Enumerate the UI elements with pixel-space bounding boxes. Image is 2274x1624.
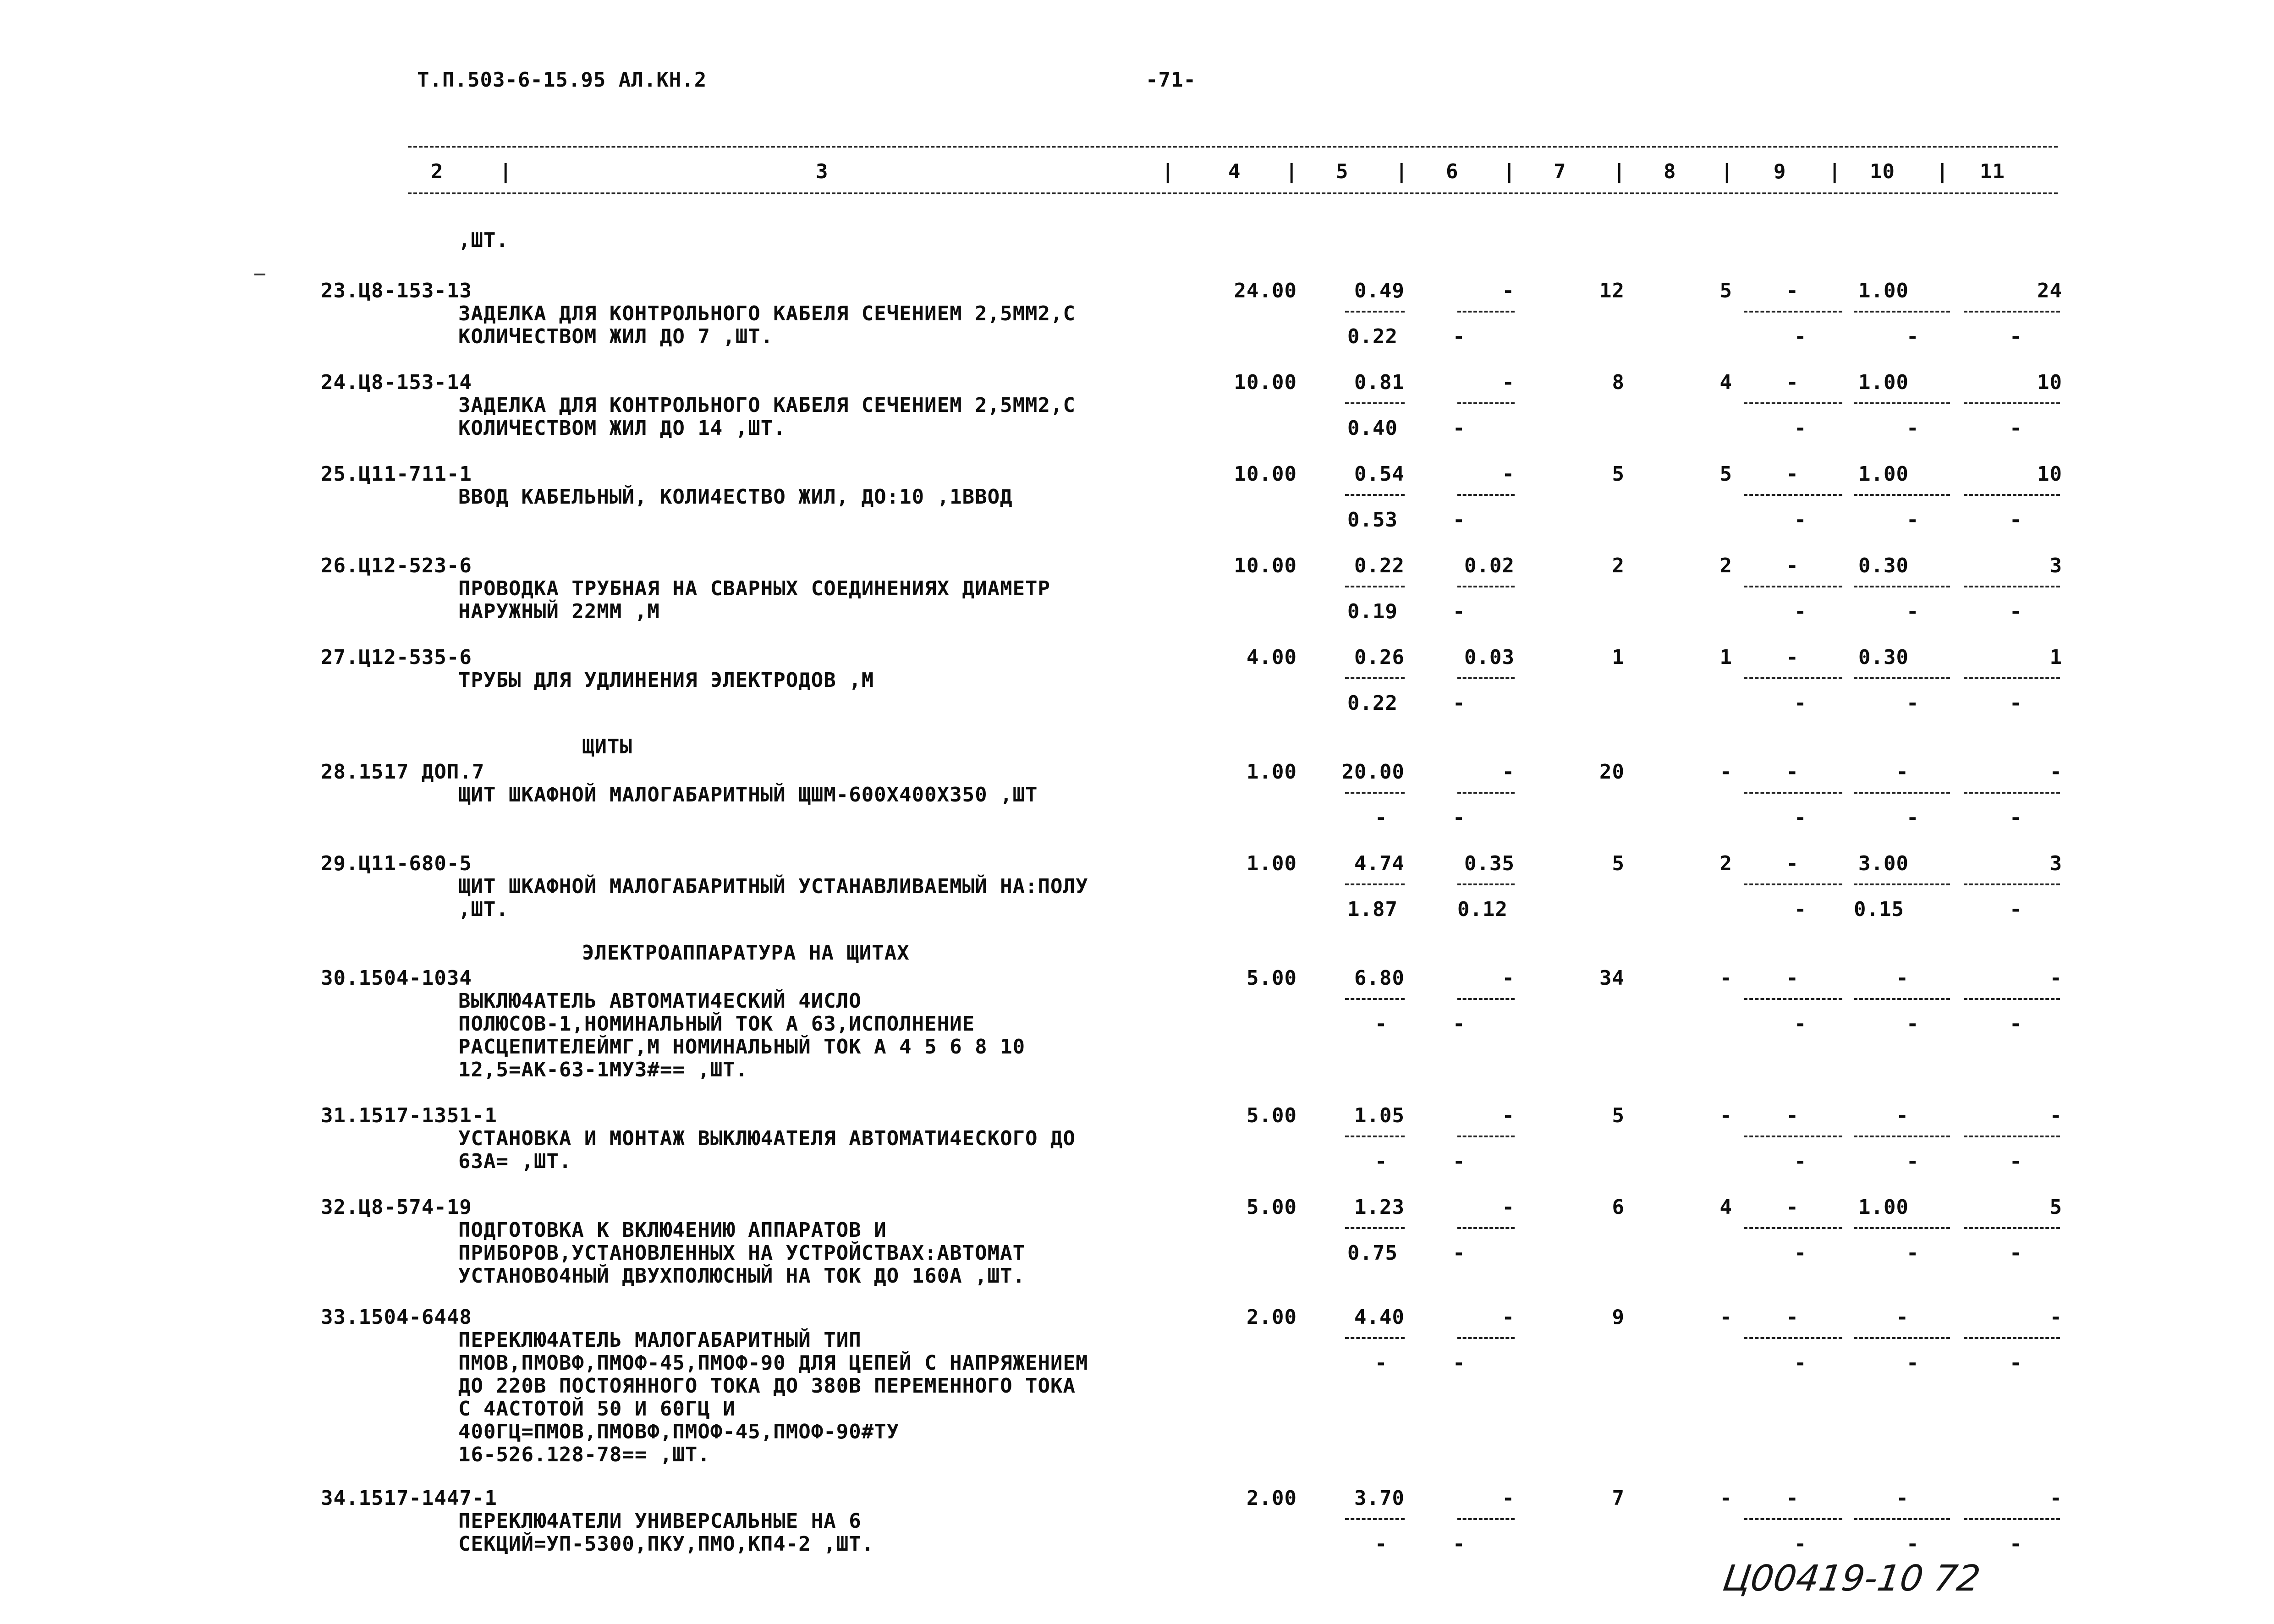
cell-c8: - xyxy=(1719,1104,1732,1127)
cell-c10: - xyxy=(1896,966,1909,990)
cell-divider xyxy=(1964,1136,2060,1137)
cell-c9b: - xyxy=(1794,417,1807,440)
row-description-line: ДО 220В ПОСТОЯННОГО ТОКА ДО 380В ПЕРЕМЕННОГО ТОКА xyxy=(458,1374,1076,1398)
cell-c9b: - xyxy=(1794,1351,1807,1375)
cell-divider xyxy=(1744,883,1842,885)
cell-c5b: - xyxy=(1375,1351,1388,1375)
cell-c6: - xyxy=(1502,371,1515,394)
cell-c8: 4 xyxy=(1719,371,1732,394)
cell-divider xyxy=(1964,402,2060,404)
cell-c7: 34 xyxy=(1599,966,1625,990)
cell-divider xyxy=(1345,1227,1405,1229)
cell-c11b: - xyxy=(2010,600,2022,623)
cell-c11b: - xyxy=(2010,417,2022,440)
row-description-line: 12,5=АК-63-1МУЗ#== ,ШТ. xyxy=(458,1058,748,1081)
cell-c5: 4.40 xyxy=(1354,1306,1405,1329)
cell-c10: 0.30 xyxy=(1858,646,1909,669)
cell-divider xyxy=(1345,1136,1405,1137)
cell-divider xyxy=(1854,494,1950,496)
cell-c10b: - xyxy=(1906,1012,1919,1036)
cell-c6b: - xyxy=(1453,806,1466,829)
section-heading-apparatus: ЭЛЕКТРОАППАРАТУРА НА ЩИТАХ xyxy=(582,941,910,965)
cell-divider xyxy=(1964,494,2060,496)
cell-c11b: - xyxy=(2010,508,2022,532)
cell-c7: 8 xyxy=(1612,371,1625,394)
cell-c7: 7 xyxy=(1612,1487,1625,1510)
cell-c10: - xyxy=(1896,1104,1909,1127)
cell-c11: - xyxy=(2049,1104,2062,1127)
cell-divider xyxy=(1744,1136,1842,1137)
cell-divider xyxy=(1964,677,2060,679)
cell-c4: 1.00 xyxy=(1247,760,1297,784)
column-header: 5 xyxy=(1336,160,1349,183)
cell-c11: 5 xyxy=(2049,1196,2062,1219)
row-description-line: ПРОВОДКА ТРУБНАЯ НА СВАРНЫХ СОЕДИНЕНИЯХ ДИАМЕТР xyxy=(458,577,1051,600)
cell-c6b: - xyxy=(1453,600,1466,623)
cell-c7: 12 xyxy=(1599,279,1625,302)
cell-c7: 5 xyxy=(1612,852,1625,875)
cell-c11: 10 xyxy=(2037,462,2062,486)
row-code: 30.1504-1034 xyxy=(321,966,472,990)
cell-divider xyxy=(1457,494,1515,496)
cell-c5b: - xyxy=(1375,1532,1388,1556)
cell-c10b: - xyxy=(1906,1150,1919,1173)
cell-c5b: 1.87 xyxy=(1347,898,1398,921)
cell-c9: - xyxy=(1786,760,1799,784)
row-code: 24.Ц8-153-14 xyxy=(321,371,472,394)
cell-c8: 1 xyxy=(1719,646,1732,669)
document-reference: Т.П.503-6-15.95 АЛ.КН.2 xyxy=(417,68,707,92)
column-header: 2 xyxy=(431,160,444,183)
cell-c11b: - xyxy=(2010,1532,2022,1556)
cell-c8: - xyxy=(1719,1306,1732,1329)
cell-c5b: 0.75 xyxy=(1347,1241,1398,1265)
row-description-line: ПРИБОРОВ,УСТАНОВЛЕННЫХ НА УСТРОЙСТВАХ:АВТОМАТ xyxy=(458,1241,1026,1265)
row-description-line: ЗАДЕЛКА ДЛЯ КОНТРОЛЬНОГО КАБЕЛЯ СЕЧЕНИЕМ 2,5ММ2,С xyxy=(458,302,1076,325)
row-code: 34.1517-1447-1 xyxy=(321,1487,497,1510)
cell-divider xyxy=(1854,1227,1950,1229)
cell-c9b: - xyxy=(1794,1150,1807,1173)
cell-c5: 4.74 xyxy=(1354,852,1405,875)
cell-c6: - xyxy=(1502,462,1515,486)
cell-c6: - xyxy=(1502,1104,1515,1127)
cell-c6: 0.35 xyxy=(1464,852,1515,875)
column-header: 6 xyxy=(1446,160,1459,183)
cell-divider xyxy=(1457,792,1515,794)
cell-c11: 3 xyxy=(2049,554,2062,577)
cell-c8: 2 xyxy=(1719,554,1732,577)
column-separator: | xyxy=(1395,160,1408,183)
cell-c6: 0.02 xyxy=(1464,554,1515,577)
cell-c6b: - xyxy=(1453,325,1466,348)
cell-c9: - xyxy=(1786,1487,1799,1510)
cell-c8: - xyxy=(1719,1487,1732,1510)
cell-c6b: - xyxy=(1453,1012,1466,1036)
cell-divider xyxy=(1854,998,1950,1000)
cell-c9b: - xyxy=(1794,691,1807,715)
cell-c6b: - xyxy=(1453,1150,1466,1173)
cell-c6: - xyxy=(1502,1306,1515,1329)
cell-c11b: - xyxy=(2010,806,2022,829)
cell-c6b: - xyxy=(1453,1351,1466,1375)
cell-divider xyxy=(1964,311,2060,313)
cell-divider xyxy=(1744,792,1842,794)
row-code: 25.Ц11-711-1 xyxy=(321,462,472,486)
cell-c10b: - xyxy=(1906,325,1919,348)
cell-c11: - xyxy=(2049,760,2062,784)
row-description-line: КОЛИЧЕСТВОМ ЖИЛ ДО 14 ,ШТ. xyxy=(458,417,786,440)
header-rule-top xyxy=(408,146,2058,148)
cell-c8: - xyxy=(1719,760,1732,784)
cell-c9: - xyxy=(1786,462,1799,486)
cell-c6b: - xyxy=(1453,417,1466,440)
cell-c5b: - xyxy=(1375,806,1388,829)
column-header: 9 xyxy=(1774,160,1786,183)
row-description-line: РАСЦЕПИТЕЛЕЙМГ,М НОМИНАЛЬНЫЙ ТОК А 4 5 6 8 10 xyxy=(458,1035,1026,1059)
cell-c8: 4 xyxy=(1719,1196,1732,1219)
cell-divider xyxy=(1964,1518,2060,1520)
cell-divider xyxy=(1854,402,1950,404)
cell-c10: 1.00 xyxy=(1858,279,1909,302)
cell-divider xyxy=(1744,494,1842,496)
column-separator: | xyxy=(1721,160,1734,183)
row-code: 26.Ц12-523-6 xyxy=(321,554,472,577)
cell-c11b: - xyxy=(2010,898,2022,921)
cell-divider xyxy=(1854,586,1950,587)
row-description-line: 400ГЦ=ПМОВ,ПМОВФ,ПМОФ-45,ПМОФ-90#ТУ xyxy=(458,1420,900,1443)
cell-c9: - xyxy=(1786,852,1799,875)
cell-divider xyxy=(1964,586,2060,587)
row-description-line: ЩИТ ШКАФНОЙ МАЛОГАБАРИТНЫЙ ЩШМ-600Х400Х350 ,ШТ xyxy=(458,783,1038,807)
row-description-line: С 4АСТОТОЙ 50 И 60ГЦ И xyxy=(458,1397,736,1421)
cell-c9b: - xyxy=(1794,1012,1807,1036)
column-separator: | xyxy=(500,160,512,183)
column-separator: | xyxy=(1829,160,1841,183)
column-separator: | xyxy=(1162,160,1175,183)
cell-c11b: - xyxy=(2010,1012,2022,1036)
cell-c5: 1.23 xyxy=(1354,1196,1405,1219)
cell-c9b: - xyxy=(1794,898,1807,921)
scan-artifact xyxy=(254,274,265,275)
cell-c4: 1.00 xyxy=(1247,852,1297,875)
cell-c11b: - xyxy=(2010,1241,2022,1265)
cell-divider xyxy=(1744,998,1842,1000)
cell-c10: 1.00 xyxy=(1858,371,1909,394)
cell-c11: 10 xyxy=(2037,371,2062,394)
cell-divider xyxy=(1457,883,1515,885)
cell-c9b: - xyxy=(1794,1241,1807,1265)
cell-divider xyxy=(1457,998,1515,1000)
cell-c6b: - xyxy=(1453,691,1466,715)
cell-divider xyxy=(1345,311,1405,313)
cell-c10: 3.00 xyxy=(1858,852,1909,875)
cell-divider xyxy=(1964,883,2060,885)
column-header: 7 xyxy=(1554,160,1566,183)
cell-c5b: 0.22 xyxy=(1347,691,1398,715)
cell-divider xyxy=(1744,677,1842,679)
cell-divider xyxy=(1854,792,1950,794)
cell-c10b: - xyxy=(1906,417,1919,440)
cell-divider xyxy=(1744,586,1842,587)
cell-c10b: - xyxy=(1906,1241,1919,1265)
cell-c8: - xyxy=(1719,966,1732,990)
cell-c5b: - xyxy=(1375,1012,1388,1036)
row-description-line: ПЕРЕКЛЮ4АТЕЛИ УНИВЕРСАЛЬНЫЕ НА 6 xyxy=(458,1509,862,1533)
cell-c6: - xyxy=(1502,279,1515,302)
cell-c10b: - xyxy=(1906,1351,1919,1375)
cell-divider xyxy=(1457,1518,1515,1520)
row-code: 27.Ц12-535-6 xyxy=(321,646,472,669)
cell-c5b: 0.40 xyxy=(1347,417,1398,440)
cell-c4: 5.00 xyxy=(1247,1104,1297,1127)
row-code: 29.Ц11-680-5 xyxy=(321,852,472,875)
column-header: 10 xyxy=(1870,160,1895,183)
cell-c6b: - xyxy=(1453,508,1466,532)
cell-c7: 2 xyxy=(1612,554,1625,577)
cell-divider xyxy=(1457,586,1515,587)
cell-c4: 2.00 xyxy=(1247,1487,1297,1510)
cell-c5b: 0.22 xyxy=(1347,325,1398,348)
cell-c5: 6.80 xyxy=(1354,966,1405,990)
cell-c5: 0.81 xyxy=(1354,371,1405,394)
cell-c11: 3 xyxy=(2049,852,2062,875)
cell-c10: 1.00 xyxy=(1858,1196,1909,1219)
row-description-line: ПОЛЮСОВ-1,НОМИНАЛЬНЫЙ ТОК А 63,ИСПОЛНЕНИЕ xyxy=(458,1012,975,1036)
row-description-line: ПМОВ,ПМОВФ,ПМОФ-45,ПМОФ-90 ДЛЯ ЦЕПЕЙ С НАПРЯЖЕНИЕМ xyxy=(458,1351,1088,1375)
cell-c9b: - xyxy=(1794,1532,1807,1556)
cell-divider xyxy=(1345,494,1405,496)
cell-divider xyxy=(1964,792,2060,794)
row-description-line: УСТАНОВО4НЫЙ ДВУХПОЛЮСНЫЙ НА ТОК ДО 160А ,ШТ. xyxy=(458,1264,1026,1288)
cell-c5: 20.00 xyxy=(1341,760,1405,784)
cell-c11: - xyxy=(2049,966,2062,990)
cell-c6: 0.03 xyxy=(1464,646,1515,669)
cell-c6: - xyxy=(1502,1196,1515,1219)
cell-c10: - xyxy=(1896,1487,1909,1510)
cell-c10: 1.00 xyxy=(1858,462,1909,486)
cell-c11b: - xyxy=(2010,325,2022,348)
cell-c4: 10.00 xyxy=(1234,462,1297,486)
cell-c11: 24 xyxy=(2037,279,2062,302)
cell-c7: 6 xyxy=(1612,1196,1625,1219)
column-header: 3 xyxy=(816,160,829,183)
cell-divider xyxy=(1345,677,1405,679)
cell-divider xyxy=(1744,402,1842,404)
cell-c11: - xyxy=(2049,1306,2062,1329)
cell-c9: - xyxy=(1786,1104,1799,1127)
cell-c5b: 0.19 xyxy=(1347,600,1398,623)
column-header: 8 xyxy=(1664,160,1676,183)
cell-divider xyxy=(1854,883,1950,885)
cell-c4: 2.00 xyxy=(1247,1306,1297,1329)
cell-c9: - xyxy=(1786,646,1799,669)
cell-c5: 0.49 xyxy=(1354,279,1405,302)
cell-c8: 5 xyxy=(1719,279,1732,302)
cell-c9: - xyxy=(1786,554,1799,577)
cell-c11: 1 xyxy=(2049,646,2062,669)
cell-c10: - xyxy=(1896,1306,1909,1329)
cell-c7: 20 xyxy=(1599,760,1625,784)
cell-divider xyxy=(1854,1136,1950,1137)
cell-c5b: - xyxy=(1375,1150,1388,1173)
cell-divider xyxy=(1345,883,1405,885)
cell-divider xyxy=(1964,1227,2060,1229)
column-header: 4 xyxy=(1228,160,1241,183)
cell-c8: 5 xyxy=(1719,462,1732,486)
cell-c9: - xyxy=(1786,966,1799,990)
cell-c9: - xyxy=(1786,1196,1799,1219)
cell-c4: 10.00 xyxy=(1234,371,1297,394)
cell-c10: - xyxy=(1896,760,1909,784)
cell-c9b: - xyxy=(1794,325,1807,348)
cell-divider xyxy=(1345,998,1405,1000)
cell-divider xyxy=(1345,792,1405,794)
cell-c10b: - xyxy=(1906,508,1919,532)
row-code: 33.1504-6448 xyxy=(321,1306,472,1329)
row-description-line: ПЕРЕКЛЮ4АТЕЛЬ МАЛОГАБАРИТНЫЙ ТИП xyxy=(458,1328,862,1352)
cell-c5: 0.54 xyxy=(1354,462,1405,486)
row-code: 23.Ц8-153-13 xyxy=(321,279,472,302)
cell-c10b: - xyxy=(1906,806,1919,829)
cell-c11b: - xyxy=(2010,1150,2022,1173)
cell-c5: 1.05 xyxy=(1354,1104,1405,1127)
cell-c7: 1 xyxy=(1612,646,1625,669)
cell-c10: 0.30 xyxy=(1858,554,1909,577)
cell-divider xyxy=(1457,402,1515,404)
header-rule-bottom xyxy=(408,192,2058,194)
cell-c4: 4.00 xyxy=(1247,646,1297,669)
column-separator: | xyxy=(1285,160,1298,183)
cell-divider xyxy=(1345,586,1405,587)
cell-c6b: - xyxy=(1453,1532,1466,1556)
handwritten-note: Ц00419-10 72 xyxy=(1720,1558,1983,1599)
page-number: -71- xyxy=(1146,68,1196,92)
column-header: 11 xyxy=(1980,160,2005,183)
cell-divider xyxy=(1457,1136,1515,1137)
cell-divider xyxy=(1854,1337,1950,1339)
cell-c9: - xyxy=(1786,1306,1799,1329)
row-description-line: 16-526.128-78== ,ШТ. xyxy=(458,1443,710,1466)
row-description-line: СЕКЦИЙ=УП-5300,ПКУ,ПМО,КП4-2 ,ШТ. xyxy=(458,1532,874,1556)
cell-divider xyxy=(1744,1337,1842,1339)
row-code: 32.Ц8-574-19 xyxy=(321,1196,472,1219)
cell-c6b: - xyxy=(1453,1241,1466,1265)
row-code: 28.1517 ДОП.7 xyxy=(321,760,485,784)
row-description-line: ЗАДЕЛКА ДЛЯ КОНТРОЛЬНОГО КАБЕЛЯ СЕЧЕНИЕМ 2,5ММ2,С xyxy=(458,394,1076,417)
cell-c9b: - xyxy=(1794,806,1807,829)
column-separator: | xyxy=(1613,160,1626,183)
cell-c4: 5.00 xyxy=(1247,1196,1297,1219)
cell-divider xyxy=(1854,1518,1950,1520)
row-description-line: НАРУЖНЫЙ 22ММ ,М xyxy=(458,600,660,623)
cell-c11b: - xyxy=(2010,691,2022,715)
cell-divider xyxy=(1744,1518,1842,1520)
cell-divider xyxy=(1964,998,2060,1000)
cell-divider xyxy=(1345,1337,1405,1339)
cell-c4: 5.00 xyxy=(1247,966,1297,990)
cell-c5: 0.26 xyxy=(1354,646,1405,669)
cell-c9: - xyxy=(1786,371,1799,394)
row-description-line: УСТАНОВКА И МОНТАЖ ВЫКЛЮ4АТЕЛЯ АВТОМАТИ4ЕСКОГО ДО xyxy=(458,1127,1076,1150)
row-code: 31.1517-1351-1 xyxy=(321,1104,497,1127)
section-heading-shields: ЩИТЫ xyxy=(582,735,632,758)
cell-c10b: 0.15 xyxy=(1854,898,1904,921)
cell-divider xyxy=(1744,1227,1842,1229)
cell-c5b: 0.53 xyxy=(1347,508,1398,532)
cell-c6: - xyxy=(1502,760,1515,784)
cell-c6b: 0.12 xyxy=(1457,898,1508,921)
cell-c5: 3.70 xyxy=(1354,1487,1405,1510)
cell-divider xyxy=(1457,677,1515,679)
cell-divider xyxy=(1854,677,1950,679)
row-description-line: ТРУБЫ ДЛЯ УДЛИНЕНИЯ ЭЛЕКТРОДОВ ,М xyxy=(458,669,874,692)
cell-c10b: - xyxy=(1906,600,1919,623)
row-description-line: ЩИТ ШКАФНОЙ МАЛОГАБАРИТНЫЙ УСТАНАВЛИВАЕМЫЙ НА:ПОЛУ xyxy=(458,875,1088,898)
row-description-line: ВВОД КАБЕЛЬНЫЙ, КОЛИ4ЕСТВО ЖИЛ, ДО:10 ,1ВВОД xyxy=(458,485,1013,509)
cell-divider xyxy=(1457,311,1515,313)
cell-divider xyxy=(1744,311,1842,313)
cell-c7: 9 xyxy=(1612,1306,1625,1329)
cell-c6: - xyxy=(1502,966,1515,990)
column-separator: | xyxy=(1936,160,1949,183)
cell-divider xyxy=(1964,1337,2060,1339)
row-description-line: ВЫКЛЮ4АТЕЛЬ АВТОМАТИ4ЕСКИЙ 4ИСЛО xyxy=(458,989,862,1013)
cell-c10b: - xyxy=(1906,691,1919,715)
cell-divider xyxy=(1345,402,1405,404)
row-description-line: 63А= ,ШТ. xyxy=(458,1150,572,1173)
cell-divider xyxy=(1854,311,1950,313)
cell-c11: - xyxy=(2049,1487,2062,1510)
column-separator: | xyxy=(1503,160,1516,183)
cell-c4: 10.00 xyxy=(1234,554,1297,577)
cell-c7: 5 xyxy=(1612,1104,1625,1127)
cell-divider xyxy=(1345,1518,1405,1520)
cell-c9b: - xyxy=(1794,600,1807,623)
cell-c8: 2 xyxy=(1719,852,1732,875)
cell-c9: - xyxy=(1786,279,1799,302)
cell-c7: 5 xyxy=(1612,462,1625,486)
row-description-line: КОЛИЧЕСТВОМ ЖИЛ ДО 7 ,ШТ. xyxy=(458,325,774,348)
cell-c4: 24.00 xyxy=(1234,279,1297,302)
cell-divider xyxy=(1457,1227,1515,1229)
row-description-line: ,ШТ. xyxy=(458,898,509,921)
carryover-unit: ,ШТ. xyxy=(458,229,509,252)
cell-c10b: - xyxy=(1906,1532,1919,1556)
row-description-line: ПОДГОТОВКА К ВКЛЮ4ЕНИЮ АППАРАТОВ И xyxy=(458,1218,887,1242)
cell-divider xyxy=(1457,1337,1515,1339)
cell-c11b: - xyxy=(2010,1351,2022,1375)
cell-c9b: - xyxy=(1794,508,1807,532)
cell-c6: - xyxy=(1502,1487,1515,1510)
cell-c5: 0.22 xyxy=(1354,554,1405,577)
